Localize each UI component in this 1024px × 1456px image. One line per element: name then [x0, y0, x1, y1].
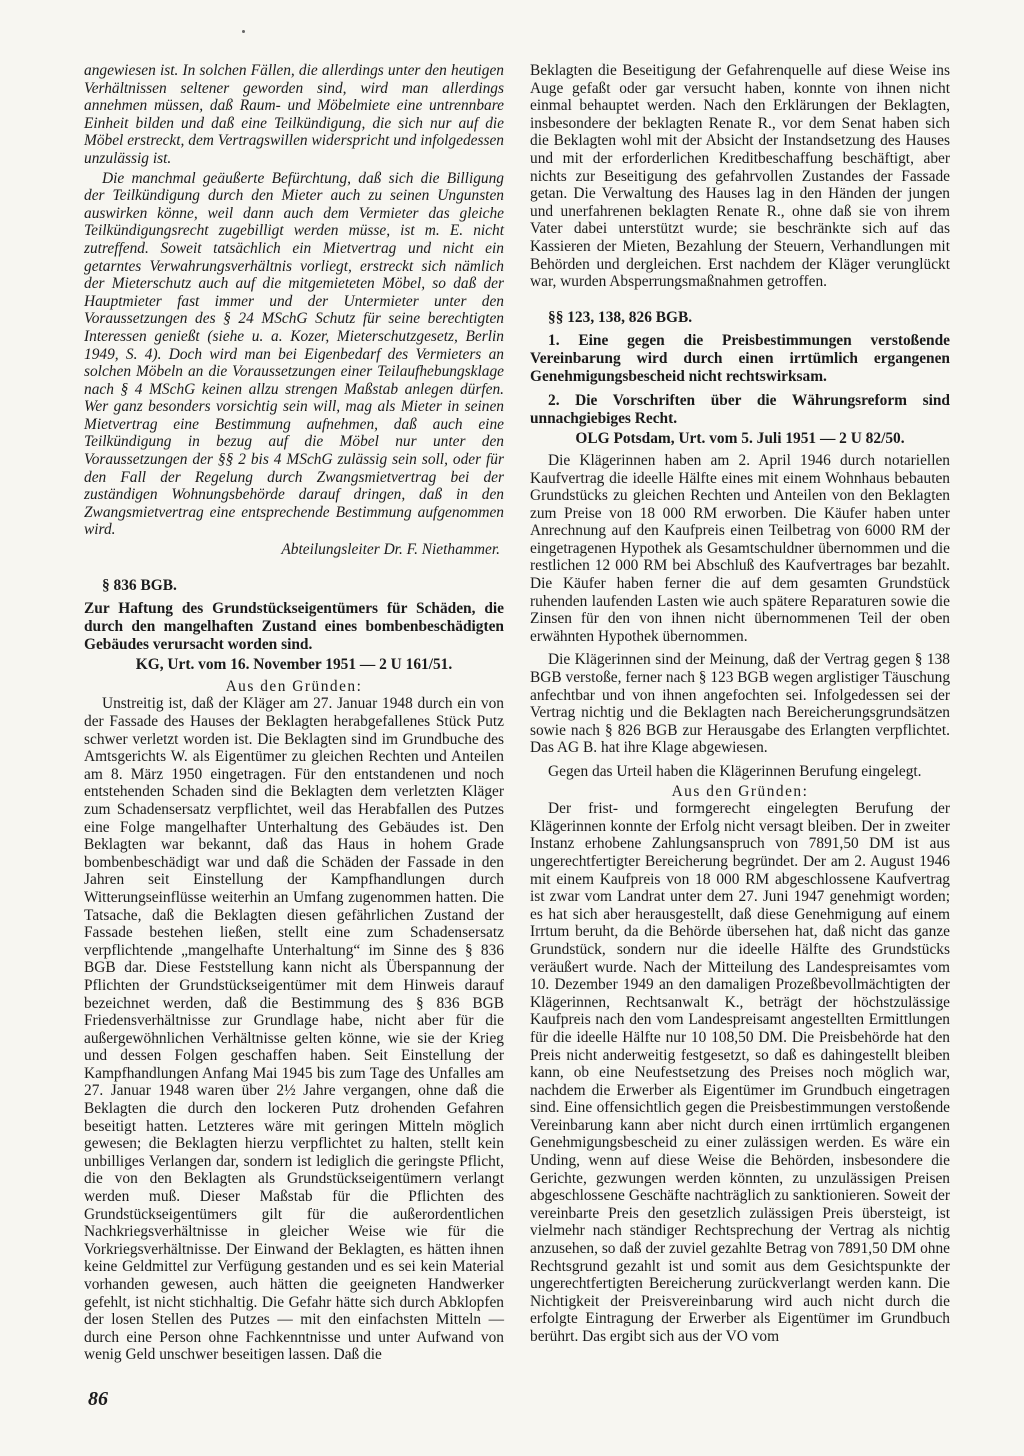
judgment-text-olg: Der frist- und formgerecht eingelegten Berufung der Klägerinnen konnte der Erfolg nicht versagt bleiben. Der in zweiter Instanz erhobene Zahlungsanspruch von 7891,50 DM ist aus ungerechtfertigter Bereicherung begründet. Der am 2. August 1946 mit einem Kaufpreis von 18 000 RM abgeschlossene Kaufvertrag ist zwar vom Landrat unter dem 27. Juni 1947 genehmigt worden; es hat sich aber herausgestellt, daß diese Genehmigung auf einem Irrtum beruht, da die Behörde übersehen hat, daß nicht das ganze Grundstück, sondern nur die ideelle Hälfte des Grundstücks veräußert wurde. Nach der Mitteilung des Landespreisamtes vom 10. Dezember 1949 an den damaligen Prozeßbevollmächtigten der Klägerinnen, Rechtsanwalt K., beträgt der höchstzulässige Kaufpreis nach den vom Landespreisamt angestellten Ermittlungen für die ideelle Hälfte nur 10 108,50 DM. Die Preisbehörde hat den Preis nicht anderweitig festgesetzt, so daß es dahingestellt bleiben kann, ob eine Neufestsetzung des Preises noch möglich war, nachdem die Erwerber als Eigentümer im Grundbuch eingetragen sind. Eine offensichtlich gegen die Preisbestimmungen verstoßende Vereinbarung kann aber nicht durch einen irrtümlich ergangenen Genehmigungsbescheid zu einer zulässigen werden. Es wäre ein Unding, wenn auf diese Weise die Behörden, insbesondere die Gerichte, gezwungen werden könnten, zu unzulässigen Preisen abgeschlossene Geschäfte nachträglich zu sanktionieren. Soweit der vereinbarte Preis den gesetzlich zulässigen Preis übersteigt, ist vielmehr nach ständiger Rechtsprechung der Vertrag als nichtig anzusehen, so daß der zuviel gezahlte Betrag von 7891,50 DM ohne Rechtsgrund gezahlt ist und somit aus dem Gesichtspunkte der ungerechtfertigten Bereicherung zurückverlangt werden kann. Die Nichtigkeit der Preisvereinbarung wird auch nicht durch die erfolgte Eintragung der Erwerber als Eigentümer im Grundbuch berührt. Das ergibt sich aus der VO vom	[530, 800, 950, 1345]
author-signature: Abteilungsleiter Dr. F. Niethammer.	[281, 541, 500, 559]
section-836-heading: § 836 BGB.	[102, 576, 177, 594]
grounds-title-left: Aus den Gründen:	[225, 677, 363, 695]
headnote-1: 1. Eine gegen die Preisbestimmungen verstoßende Vereinbarung wird durch einen irrtümlich ergangenen Genehmigungsbescheid nicht rechtswirksam.	[530, 332, 950, 386]
mietrecht-text-1: angewiesen ist. In solchen Fällen, die allerdings unter den heutigen Verhältnissen seltener geworden sind, wird man allerdings annehmen müssen, daß Raum- und Möbelmiete eine untrennbare Einheit bilden und daß eine Teilkündigung, die sich nur auf die Möbel erstreckt, dem Vertragswillen widerspricht und infolgedessen unzulässig ist.	[84, 62, 504, 167]
facts-text-1: Die Klägerinnen haben am 2. April 1946 durch notariellen Kaufvertrag die ideelle Hälfte eines mit einem Wohnhaus bebauten Grundstücks zu gleichen Rechten und Anteilen von den Beklagten zum Preise von 18 000 RM erworben. Die Käufer haben unter Anrechnung auf den Kaufpreis einen Teilbetrag von 6000 RM der eingetragenen Hypothek als Gesamtschuldner übernommen und die restlichen 12 000 RM bei Abschluß des Kaufvertrages bar bezahlt. Die Käufer haben ferner die auf dem gesamten Grundstück ruhenden laufenden Lasten wie auch spätere Reparaturen sowie die Zinsen für den von ihnen nicht übernommenen Teil der oben erwähnten Hypothek übernommen.	[530, 451, 950, 645]
court-citation-kg: KG, Urt. vom 16. November 1951 — 2 U 161/51.	[135, 656, 453, 674]
facts-text-2: Die Klägerinnen sind der Meinung, daß der Vertrag gegen § 138 BGB verstoße, ferner nach § 123 BGB wegen arglistiger Täuschung anfechtbar und von ihnen angefochten sei. Infolgedessen sei der Vertrag nichtig und die Beklagten nach Bereicherungsgrundsätzen sowie nach § 826 BGB zur Herausgabe des Erlangten verpflichtet. Das AG B. hat ihre Klage abgewiesen.	[530, 651, 951, 757]
left-column	[84, 62, 504, 1364]
scan-speck	[242, 30, 245, 33]
headnote-836: Zur Haftung des Grundstückseigentümers für Schäden, die durch den mangelhaften Zustand eines bombenbeschädigten Gebäudes verursacht worden sind.	[84, 600, 504, 654]
headnote-2: 2. Die Vorschriften über die Währungsreform sind unnachgiebiges Recht.	[530, 392, 950, 428]
judgment-text-kg-cont: Beklagten die Beseitigung der Gefahrenquelle auf diese Weise ins Auge gefaßt oder gar versucht haben, konnte von ihnen nicht einmal behauptet werden. Nach den Erklärungen der Beklagten, insbesondere der beklagten Renate R., vor dem Senat haben sich die Beklagten wohl mit der Absicht der Instandsetzung des Hauses und mit der erforderlichen Kreditbeschaffung beschäftigt, aber nichts zur Beseitigung des gefahrvollen Zustandes der Fassade getan. Die Verwaltung des Hauses lag in den Händen der jungen und unerfahrenen beklagten Renate R., ohne daß sie von ihrem Vater dabei unterstützt wurde; sie beschränkte sich auf das Kassieren der Mieten, Bezahlung der Steuern, Verhandlungen mit Behörden und dergleichen. Erst nachdem der Kläger verunglückt war, wurden Absperrungsmaßnahmen getroffen.	[530, 62, 950, 291]
court-citation-olg: OLG Potsdam, Urt. vom 5. Juli 1951 — 2 U 82/50.	[575, 430, 905, 448]
section-123-heading: §§ 123, 138, 826 BGB.	[548, 308, 693, 326]
mietrecht-text-2: Die manchmal geäußerte Befürchtung, daß sich die Billigung der Teilkündigung durch den Mieter auch zu seinen Ungunsten auswirken könne, weil dann auch dem Vermieter das gleiche Teilkündigungsrecht zugebilligt werden müsse, ist m. E. nicht zutreffend. Soweit tatsächlich ein Mietvertrag und nicht ein getarntes Verwahrungsverhältnis vorliegt, erstreckt sich nämlich der Mieterschutz auch auf die mitgemieteten Möbel, so daß der Hauptmieter fast immer und der Untermieter unter den Voraussetzungen des § 24 MSchG Schutz für seine berechtigten Interessen genießt (siehe u. a. Kozer, Mieterschutzgesetz, Berlin 1949, S. 4). Doch wird man bei Eigenbedarf des Vermieters an solchen Möbeln an die Voraussetzungen einer Teilaufhebungsklage nach § 4 MSchG keinen allzu strengen Maßstab anlegen dürfen. Wer ganz besonders vorsichtig sein will, mag als Mieter in seinen Mietvertrag eine Bestimmung aufnehmen, daß auch eine Teilkündigung in bezug auf die Möbel nur unter den Voraussetzungen der §§ 2 bis 4 MSchG zulässig sein soll, oder für den Fall der Regelung durch Zwangsmietvertrag bei der zuständigen Wohnungsbehörde darauf dringen, daß in den Zwangsmietvertrag eine entsprechende Bestimmung aufgenommen wird.	[84, 169, 504, 539]
judgment-text-kg: Unstreitig ist, daß der Kläger am 27. Januar 1948 durch ein von der Fassade des Hauses der Beklagten herabgefallenes Stück Putz schwer verletzt worden ist. Die Beklagten sind im Grundbuche des Amtsgerichts W. als Eigentümer zu gleichen Rechten und Anteilen am 8. März 1950 eingetragen. Für den entstandenen und noch entstehenden Schaden sind die Beklagten dem verletzten Kläger zum Schadensersatz verpflichtet, weil das Herabfallen des Putzes eine Folge mangelhafter Unterhaltung des Gebäudes ist. Den Beklagten war bekannt, daß das Haus in hohem Grade bombenbeschädigt war und daß die Schäden der Fassade in den Jahren seit Einstellung der Kampfhandlungen durch Witterungseinflüsse weiterhin an Umfang zugenommen hatten. Die Tatsache, daß die Beklagten diesen gefährlichen Zustand der Fassade bestehen ließen, stellt eine zum Schadensersatz verpflichtende „mangelhafte Unterhaltung“ im Sinne des § 836 BGB dar. Diese Feststellung kann nicht als Überspannung der Pflichten der Grundstückseigentümer mit dem Hinweis darauf bezeichnet werden, daß die Bestimmung des § 836 BGB Friedensverhältnisse zur Grundlage habe, nicht aber für die außergewöhnlichen Verhältnisse gelten könne, wie sie der Krieg und dessen Folgen geschaffen haben. Seit Einstellung der Kampfhandlungen Anfang Mai 1945 bis zum Tage des Unfalles am 27. Januar 1948 waren über 2½ Jahre vergangen, ohne daß die Beklagten die durch den lockeren Putz drohenden Gefahren beseitigt hatten. Letzteres wäre mit geringen Mitteln möglich gewesen; die Beklagten hierzu verpflichtet zu halten, stellt kein unbilliges Verlangen dar, sondern ist lediglich die geringste Pflicht, die von den Beklagten als Grundstückseigentümern verlangt werden muß. Dieser Maßstab für die Pflichten des Grundstückseigentümers gilt für die außerordentlichen Nachkriegsverhältnisse in gleicher Weise wie für die Vorkriegsverhältnisse. Der Einwand der Beklagten, es hätten ihnen keine Geldmittel zur Verfügung gestanden und es sei kein Material vorhanden gewesen, auch hätten die geeigneten Handwerker gefehlt, ist nicht stichhaltig. Die Gefahr hätte sich durch Abklopfen der losen Stellen des Putzes — mit den einfachsten Mitteln — durch eine Person ohne Fachkenntnisse und unter Aufwand von wenig Geld unschwer beseitigen lassen. Daß die	[84, 695, 504, 1364]
facts-text-3: Gegen das Urteil haben die Klägerinnen Berufung eingelegt.	[548, 763, 922, 780]
grounds-title-right: Aus den Gründen:	[671, 782, 809, 800]
page-number: 86	[88, 1388, 108, 1410]
right-column	[530, 62, 950, 1346]
